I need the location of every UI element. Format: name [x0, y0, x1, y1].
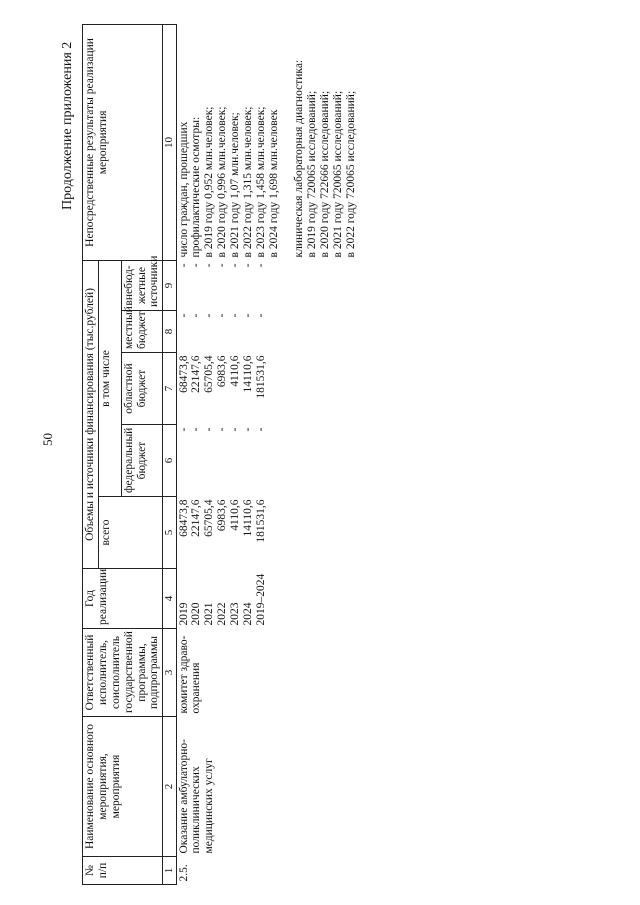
program-table — [82, 24, 359, 885]
measure-name: Оказание амбулаторно-поликлинических медицинских услуг — [176, 717, 359, 857]
results-cell — [176, 24, 359, 260]
header-local: местный бюджет — [121, 311, 163, 353]
header-extra: внебюд-жетные источники — [121, 260, 163, 310]
appendix-title: Продолжение приложения 2 — [60, 41, 75, 210]
header-regional: областной бюджет — [121, 353, 163, 425]
header-funding: Объемы и источники финансирования (тыс.рублей) — [83, 260, 99, 568]
col-number: 10 — [163, 24, 176, 260]
row-number: 2.5. — [176, 857, 359, 885]
results-lab-diagnostics: клиническая лабораторная диагностика: в 2019 году 720065 исследований; в 2020 году 722666 исследований; в 2021 году 720065 исследований; в 2022 году 720065 исследований; — [293, 59, 357, 258]
header-year: Год реализации — [83, 569, 163, 629]
header-federal: федеральный бюджет — [121, 425, 163, 497]
total-cell: 68473,8 22147,6 65705,4 6983,6 4110,6 14110,6 181531,6 — [176, 497, 359, 569]
document-sheet — [82, 15, 640, 885]
header-results: Непосредственные результаты реализации мероприятия — [83, 24, 163, 260]
column-number-row — [163, 24, 176, 884]
col-number: 9 — [163, 260, 176, 310]
federal-cell: - - - - - - - — [176, 425, 359, 497]
header-total: всего — [98, 497, 162, 569]
col-number: 8 — [163, 311, 176, 353]
col-number: 6 — [163, 425, 176, 497]
col-number: 5 — [163, 497, 176, 569]
regional-cell: 68473,8 22147,6 65705,4 6983,6 4110,6 14110,6 181531,6 — [176, 353, 359, 425]
col-number: 7 — [163, 353, 176, 425]
extra-cell: - - - - - - - — [176, 260, 359, 310]
responsible-executor: комитет здраво-охранения — [176, 629, 359, 717]
table-row — [176, 24, 359, 884]
header-responsible: Ответственный исполнитель, соисполнитель государственной программы, подпрограммы — [83, 629, 163, 717]
header-name: Наименование основного мероприятия, мероприятия — [83, 717, 163, 857]
page-number: 50 — [40, 433, 55, 446]
local-cell: - - - - - - - — [176, 311, 359, 353]
col-number: 1 — [163, 857, 176, 885]
col-number: 3 — [163, 629, 176, 717]
years-cell: 2019 2020 2021 2022 2023 2024 2019–2024 — [176, 569, 359, 629]
header-including: в том числе — [98, 260, 121, 496]
header-no: № п/п — [83, 857, 163, 885]
col-number: 4 — [163, 569, 176, 629]
col-number: 2 — [163, 717, 176, 857]
results-screenings: число граждан, прошедших профилактические осмотры: в 2019 году 0,952 млн.человек; в 2020 году 0,996 млн.человек; в 2021 году 1,07 млн.человек; в 2022 году 1,315 млн.человек; в 2023 году 1,458 млн.человек; в 2024 году 1,698 млн.человек — [177, 106, 280, 258]
